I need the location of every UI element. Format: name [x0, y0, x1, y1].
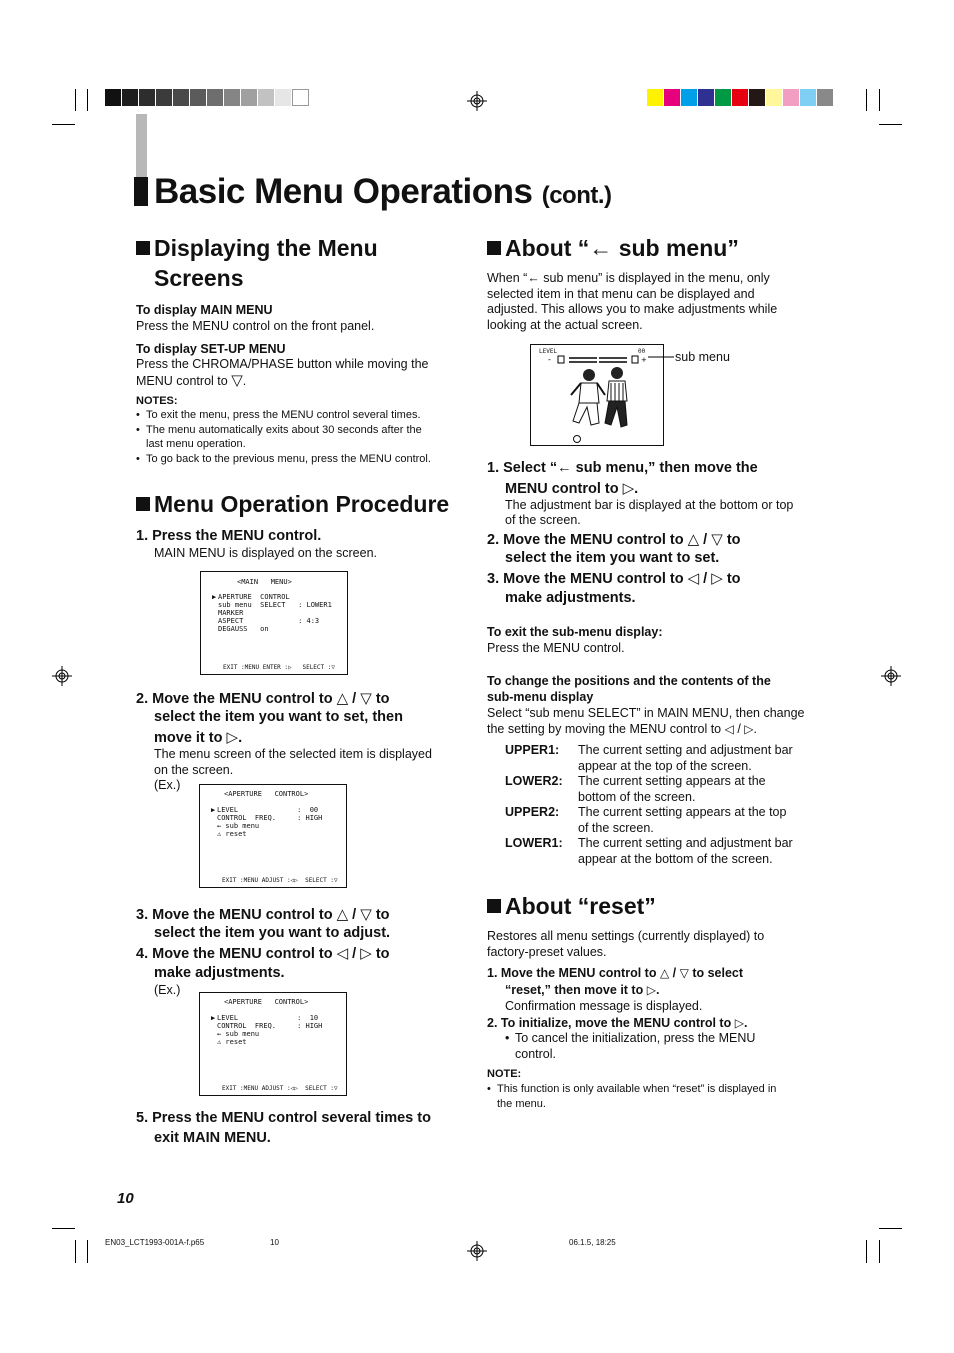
reset-step-2-bullet — [505, 1031, 805, 1062]
up-triangle-icon: △ — [687, 530, 700, 548]
list-item: bottom of the screen. — [578, 789, 696, 804]
list-item: • This function is only available when “reset” is displayed in — [487, 1083, 777, 1095]
crop-mark — [75, 1240, 76, 1263]
notes-list — [136, 408, 466, 466]
procedure-step-1: 1. Press the MENU control. — [136, 528, 322, 544]
color-swatch — [749, 89, 766, 106]
list-item: LOWER1: The current setting and adjustment bar — [505, 836, 793, 850]
procedure-step-4-line2: make adjustments. — [154, 965, 285, 981]
procedure-step-2-line2: select the item you want to set, then — [154, 709, 403, 725]
color-swatch — [766, 89, 783, 106]
gray-swatch — [224, 89, 241, 106]
exit-submenu-text: Press the MENU control. — [487, 641, 625, 655]
gray-swatch — [156, 89, 173, 106]
procedure-step-4: 4. Move the MENU control to ◁ / ▷ to — [136, 944, 390, 962]
procedure-step-5-line2: exit MAIN MENU. — [154, 1130, 271, 1146]
list-item: • The menu automatically exits about 30 seconds after the — [136, 423, 422, 436]
submenu-step-1-desc: The adjustment bar is displayed at the bottom or top — [505, 498, 794, 512]
example-label: (Ex.) — [154, 778, 181, 792]
svg-text:+: + — [641, 356, 647, 364]
gray-swatch — [190, 89, 207, 106]
crop-mark — [879, 89, 880, 111]
timestamp: 06.1.5, 18:25 — [569, 1238, 616, 1247]
registration-mark-icon — [467, 91, 487, 111]
gray-swatch — [105, 89, 122, 106]
submenu-step-3-line2: make adjustments. — [505, 590, 636, 606]
displaying-menu-heading: Displaying the Menu — [136, 233, 378, 263]
up-triangle-icon: △ — [659, 966, 670, 980]
file-name: EN03_LCT1993-001A-f.p65 — [105, 1238, 205, 1247]
down-triangle-icon: ▽ — [360, 905, 372, 923]
list-item: • To cancel the initialization, press the MENU — [505, 1031, 756, 1045]
procedure-step-2-line3: move it to ▷. — [154, 728, 243, 746]
left-triangle-icon: ◁ — [336, 944, 349, 962]
reset-intro-2: factory-preset values. — [487, 945, 607, 959]
example-label: (Ex.) — [154, 983, 181, 997]
main-menu-text: Press the MENU control on the front panel. — [136, 319, 375, 333]
right-triangle-icon: ▷ — [622, 479, 635, 497]
up-triangle-icon: △ — [336, 905, 349, 923]
list-item: • To exit the menu, press the MENU control several times. — [136, 409, 421, 421]
crop-mark — [866, 1240, 867, 1263]
up-triangle-icon: △ — [336, 689, 349, 707]
list-item: last menu operation. — [146, 438, 246, 450]
down-triangle-icon: ▽ — [231, 371, 243, 389]
list-item: UPPER2: The current setting appears at the top — [505, 805, 787, 819]
aperture-control-screen-adjusted: <APERTURE CONTROL> ▶ LEVEL : 10 CONTROL FREQ. : HIGH ← sub menu ⚠ reset EXIT :MENU ADJUST :◁▷ SELECT :▽ — [199, 992, 347, 1096]
down-triangle-icon: ▽ — [711, 530, 723, 548]
crop-mark — [866, 89, 867, 111]
submenu-step-1-line2: MENU control to ▷. — [505, 479, 639, 497]
right-triangle-icon: ▷ — [734, 1016, 744, 1030]
color-swatch — [817, 89, 834, 106]
color-swatch — [647, 89, 664, 106]
right-triangle-icon: ▷ — [646, 983, 656, 997]
footer-page: 10 — [270, 1238, 279, 1247]
main-menu-subtitle: To display MAIN MENU — [136, 303, 273, 317]
color-swatch — [800, 89, 817, 106]
list-item: control. — [515, 1046, 556, 1061]
crop-mark — [879, 1240, 880, 1263]
svg-text:-: - — [548, 355, 551, 364]
notes-title: NOTES: — [136, 395, 178, 407]
registration-mark-icon — [467, 1241, 487, 1261]
gray-swatch — [275, 89, 292, 106]
reset-note-title: NOTE: — [487, 1068, 522, 1080]
callout-line — [648, 351, 674, 361]
change-submenu-text: Select “sub menu SELECT” in MAIN MENU, then change — [487, 706, 805, 720]
right-triangle-icon: ▷ — [360, 944, 372, 962]
right-triangle-icon: ▷ — [744, 722, 754, 736]
crop-mark — [52, 1228, 75, 1229]
crop-mark — [75, 89, 76, 111]
grayscale-bar — [105, 89, 309, 106]
section-tab — [136, 114, 147, 180]
crop-mark — [87, 1240, 88, 1263]
reset-step-1-line2: “reset,” then move it to ▷. — [505, 983, 660, 997]
color-swatch — [783, 89, 800, 106]
submenu-position-list — [505, 743, 825, 867]
right-triangle-icon: ▷ — [711, 569, 723, 587]
submenu-heading: About “← sub menu” — [487, 233, 739, 263]
registration-mark-icon — [52, 666, 72, 686]
level-label: LEVEL — [539, 348, 558, 355]
submenu-step-3: 3. Move the MENU control to ◁ / ▷ to — [487, 569, 741, 587]
submenu-step-2-line2: select the item you want to set. — [505, 550, 720, 566]
reset-step-2: 2. To initialize, move the MENU control to ▷. — [487, 1016, 748, 1030]
gray-swatch — [139, 89, 156, 106]
list-item: • To go back to the previous menu, press the MENU control. — [136, 452, 431, 465]
registration-mark-icon — [881, 666, 901, 686]
change-submenu-text-2: the setting by moving the MENU control to ◁ / ▷. — [487, 722, 757, 736]
reset-intro: Restores all menu settings (currently displayed) to — [487, 929, 765, 943]
down-triangle-icon: ▽ — [679, 966, 689, 980]
setup-menu-text-2: MENU control to ▽. — [136, 371, 247, 389]
setup-menu-text: Press the CHROMA/PHASE button while moving the — [136, 357, 429, 371]
reset-heading: About “reset” — [487, 891, 656, 921]
crop-mark — [879, 1228, 902, 1229]
list-item: appear at the top of the screen. — [578, 758, 752, 773]
left-triangle-icon: ◁ — [687, 569, 700, 587]
procedure-step-3: 3. Move the MENU control to △ / ▽ to — [136, 905, 390, 923]
crop-mark — [879, 124, 902, 125]
color-swatch — [664, 89, 681, 106]
right-triangle-icon: ▷ — [226, 728, 239, 746]
soccer-players-image — [569, 365, 669, 443]
down-triangle-icon: ▽ — [360, 689, 372, 707]
color-swatch — [732, 89, 749, 106]
left-triangle-icon: ◁ — [724, 722, 734, 736]
change-submenu-title-2: sub-menu display — [487, 690, 594, 704]
displaying-menu-heading-line2: Screens — [154, 265, 244, 291]
page-number: 10 — [117, 1190, 134, 1207]
procedure-step-2-desc: The menu screen of the selected item is displayed — [154, 747, 432, 761]
level-value: 00 — [638, 348, 646, 355]
procedure-step-2-desc-2: on the screen. — [154, 763, 234, 777]
gray-swatch — [258, 89, 275, 106]
submenu-illustration — [530, 344, 664, 446]
page-title: Basic Menu Operations (cont.) — [134, 172, 612, 212]
reset-step-1: 1. Move the MENU control to △ / ▽ to select — [487, 966, 744, 980]
gray-swatch — [173, 89, 190, 106]
color-swatch — [698, 89, 715, 106]
gray-swatch — [122, 89, 139, 106]
aperture-control-screen: <APERTURE CONTROL> ▶ LEVEL : 00 CONTROL FREQ. : HIGH ← sub menu ⚠ reset EXIT :MENU ADJUST :◁▷ SELECT :▽ — [199, 784, 347, 888]
submenu-step-1-desc-2: of the screen. — [505, 513, 581, 527]
submenu-intro: When “← sub menu” is displayed in the menu, only selected item in that menu can be displayed and adjusted. This allows you to make adjustments while looking at the actual screen. — [487, 271, 778, 332]
gray-swatch — [241, 89, 258, 106]
procedure-step-5: 5. Press the MENU control several times to — [136, 1110, 431, 1126]
procedure-step-1-desc: MAIN MENU is displayed on the screen. — [154, 546, 378, 560]
list-item: LOWER2: The current setting appears at the — [505, 774, 766, 788]
submenu-step-2: 2. Move the MENU control to △ / ▽ to — [487, 530, 741, 548]
list-item: appear at the bottom of the screen. — [578, 851, 773, 866]
submenu-callout-label: sub menu — [675, 350, 730, 364]
exit-submenu-title: To exit the sub-menu display: — [487, 625, 663, 639]
change-submenu-title: To change the positions and the contents of the — [487, 674, 771, 688]
color-swatch — [715, 89, 732, 106]
list-item: the menu. — [497, 1097, 546, 1110]
procedure-step-3-line2: select the item you want to adjust. — [154, 925, 391, 941]
color-bar — [647, 89, 834, 106]
list-item: of the screen. — [578, 820, 654, 835]
procedure-heading: Menu Operation Procedure — [136, 489, 449, 519]
list-item: UPPER1: The current setting and adjustment bar — [505, 743, 793, 757]
reset-note — [487, 1082, 817, 1111]
setup-menu-subtitle: To display SET-UP MENU — [136, 342, 286, 356]
crop-mark — [52, 124, 75, 125]
main-menu-screen: <MAIN MENU> ▶ APERTURE CONTROL sub menu SELECT : LOWER1 MARKER ASPECT : 4:3 DEGAUSS on EXIT :MENU ENTER :▷ SELECT :▽ — [200, 571, 348, 675]
reset-step-1-desc: Confirmation message is displayed. — [505, 999, 703, 1013]
color-swatch — [681, 89, 698, 106]
procedure-step-2: 2. Move the MENU control to △ / ▽ to — [136, 689, 390, 707]
submenu-step-1: 1. Select “← sub menu,” then move the — [487, 460, 758, 476]
gray-swatch — [207, 89, 224, 106]
crop-mark — [87, 89, 88, 111]
gray-swatch — [292, 89, 309, 106]
